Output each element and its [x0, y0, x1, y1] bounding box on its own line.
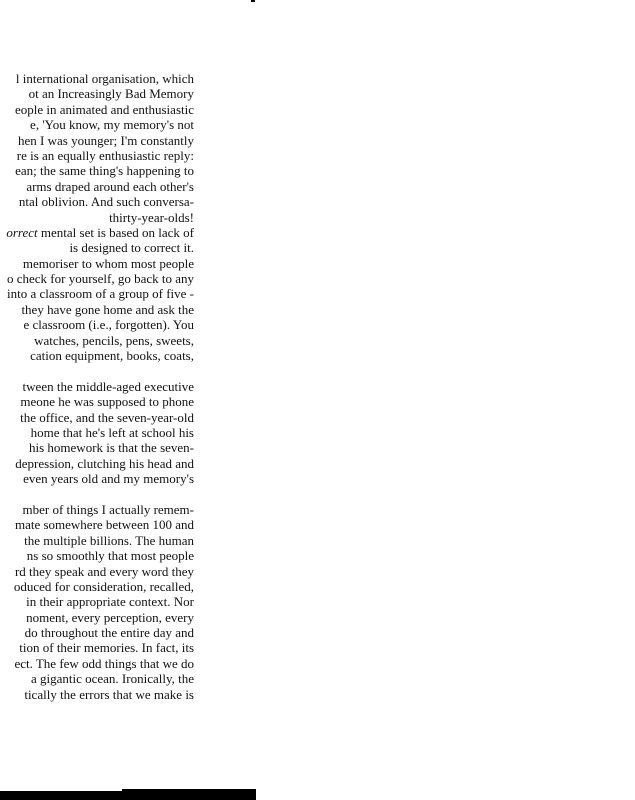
text-line: they have gone home and ask the: [21, 301, 194, 317]
text-line: his homework is that the seven-: [29, 440, 194, 456]
text-line: eople in animated and enthusiastic: [14, 101, 194, 117]
text-line: e classroom (i.e., forgotten). You: [23, 317, 194, 333]
text-line: a gigantic ocean. Ironically, the: [30, 671, 194, 687]
text-line: o check for yourself, go back to any: [7, 271, 194, 287]
text-line: ean; the same thing's happening to: [15, 163, 194, 179]
text-line: mber of things I actually remem-: [22, 501, 194, 517]
body-text: [0, 71, 194, 702]
text-line: ntal oblivion. And such conversa-: [18, 194, 194, 210]
text-line: into a classroom of a group of five -: [6, 286, 194, 302]
text-line-rest: mental set is based on lack of: [40, 224, 194, 240]
text-line: mate somewhere between 100 and: [14, 517, 194, 533]
text-line: e, 'You know, my memory's not: [30, 117, 194, 133]
text-line: re is an equally enthusiastic reply:: [16, 147, 194, 163]
text-line: tion of their memories. In fact, its: [19, 640, 194, 656]
text-line: ns so smoothly that most people: [26, 548, 194, 564]
text-line: in their appropriate context. Nor: [26, 594, 194, 610]
text-line: even years old and my memory's: [23, 471, 194, 487]
paragraph-break: [0, 487, 194, 502]
text-line: ect. The few odd things that we do: [14, 655, 194, 671]
text-line: tween the middle-aged executive: [22, 378, 194, 394]
italic-word: orrect: [6, 224, 38, 240]
text-line: depression, clutching his head and: [15, 455, 194, 471]
text-line: is designed to correct it.: [69, 240, 194, 256]
text-line: thirty-year-olds!: [109, 209, 194, 225]
text-line-with-italic: [0, 225, 194, 240]
text-line: memoriser to whom most people: [22, 255, 194, 271]
text-line: meone he was supposed to phone: [20, 394, 194, 410]
text-line: the office, and the seven-year-old: [20, 409, 194, 425]
paragraph-break: [0, 363, 194, 378]
text-line: l international organisation, which: [15, 71, 194, 86]
text-line: the multiple billions. The human: [24, 532, 194, 548]
text-line: tically the errors that we make is: [24, 686, 194, 702]
text-line: hen I was younger; I'm constantly: [18, 132, 194, 148]
scan-edge-bar: [0, 791, 256, 800]
text-line: watches, pencils, pens, sweets,: [34, 332, 194, 348]
text-line: home that he's left at school his: [30, 424, 194, 440]
text-line: arms draped around each other's: [26, 178, 194, 194]
text-line: ot an Increasingly Bad Memory: [28, 86, 194, 102]
text-line: do throughout the entire day and: [24, 625, 194, 641]
text-line: oduced for consideration, recalled,: [13, 578, 194, 594]
text-line: noment, every perception, every: [26, 609, 194, 625]
page-top-mark: [251, 0, 255, 2]
text-line: cation equipment, books, coats,: [30, 348, 194, 364]
text-line: rd they speak and every word they: [14, 563, 194, 579]
